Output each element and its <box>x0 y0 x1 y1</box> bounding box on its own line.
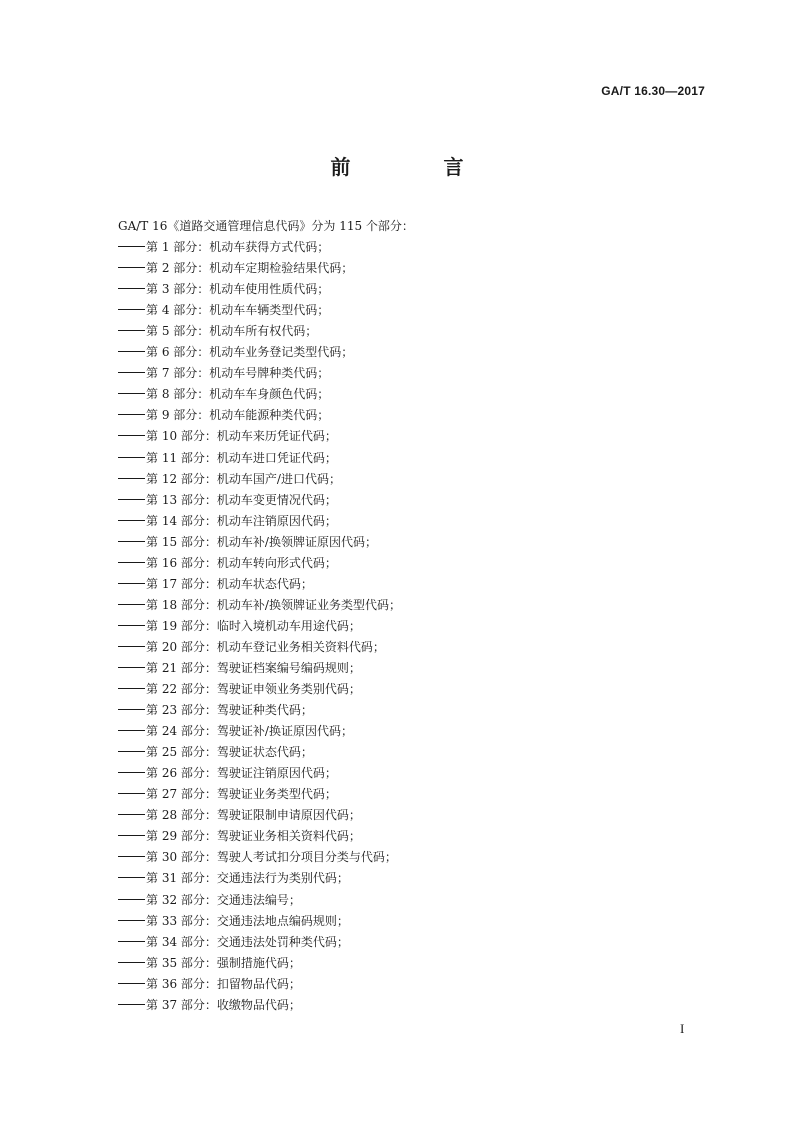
em-dash-marker <box>118 372 145 373</box>
list-item-text: 第 14 部分：机动车注销原因代码； <box>146 513 337 528</box>
list-item <box>118 826 718 847</box>
em-dash-marker <box>118 246 145 247</box>
list-item <box>118 784 718 805</box>
list-item-text: 第 7 部分：机动车号牌种类代码； <box>146 366 330 381</box>
em-dash-marker <box>118 604 145 605</box>
document-code: GA/T 16.30—2017 <box>601 84 705 98</box>
em-dash-marker <box>118 1004 145 1005</box>
list-item <box>118 911 718 932</box>
em-dash-marker <box>118 983 145 984</box>
list-item-text: 第 29 部分：驾驶证业务相关资料代码； <box>146 829 361 844</box>
em-dash-marker <box>118 751 145 752</box>
em-dash-marker <box>118 899 145 900</box>
list-item <box>118 553 718 574</box>
em-dash-marker <box>118 288 145 289</box>
list-item-text: 第 11 部分：机动车进口凭证代码； <box>146 450 337 465</box>
list-item <box>118 511 718 532</box>
em-dash-marker <box>118 309 145 310</box>
list-item-text: 第 28 部分：驾驶证限制申请原因代码； <box>146 808 361 823</box>
list-item <box>118 658 718 679</box>
em-dash-marker <box>118 730 145 731</box>
list-item-text: 第 4 部分：机动车车辆类型代码； <box>146 303 330 318</box>
list-item <box>118 279 718 300</box>
em-dash-marker <box>118 351 145 352</box>
list-item-text: 第 1 部分：机动车获得方式代码； <box>146 240 330 255</box>
em-dash-marker <box>118 330 145 331</box>
em-dash-marker <box>118 835 145 836</box>
list-item-text: 第 18 部分：机动车补/换领牌证业务类型代码； <box>146 597 401 612</box>
list-item-text: 第 25 部分：驾驶证状态代码； <box>146 745 313 760</box>
content-body <box>118 216 718 1016</box>
list-item <box>118 953 718 974</box>
parts-list <box>118 237 718 1016</box>
list-item <box>118 321 718 342</box>
em-dash-marker <box>118 941 145 942</box>
list-item-text: 第 19 部分：临时入境机动车用途代码； <box>146 618 361 633</box>
list-item-text: 第 20 部分：机动车登记业务相关资料代码； <box>146 639 385 654</box>
em-dash-marker <box>118 499 145 500</box>
list-item <box>118 469 718 490</box>
list-item <box>118 300 718 321</box>
list-item-text: 第 12 部分：机动车国产/进口代码； <box>146 471 341 486</box>
list-item-text: 第 27 部分：驾驶证业务类型代码； <box>146 787 337 802</box>
list-item-text: 第 2 部分：机动车定期检验结果代码； <box>146 261 354 276</box>
list-item-text: 第 36 部分：扣留物品代码； <box>146 976 301 991</box>
em-dash-marker <box>118 478 145 479</box>
em-dash-marker <box>118 541 145 542</box>
list-item-text: 第 13 部分：机动车变更情况代码； <box>146 492 337 507</box>
list-item-text: 第 6 部分：机动车业务登记类型代码； <box>146 345 354 360</box>
em-dash-marker <box>118 457 145 458</box>
em-dash-marker <box>118 814 145 815</box>
list-item <box>118 532 718 553</box>
list-item <box>118 700 718 721</box>
list-item-text: 第 10 部分：机动车来历凭证代码； <box>146 429 337 444</box>
list-item <box>118 363 718 384</box>
intro-paragraph: GA/T 16《道路交通管理信息代码》分为 115 个部分： <box>118 219 414 233</box>
list-item <box>118 490 718 511</box>
list-item <box>118 847 718 868</box>
list-item <box>118 405 718 426</box>
em-dash-marker <box>118 414 145 415</box>
list-item <box>118 258 718 279</box>
list-item <box>118 995 718 1016</box>
em-dash-marker <box>118 393 145 394</box>
list-item-text: 第 9 部分：机动车能源种类代码； <box>146 408 330 423</box>
em-dash-marker <box>118 920 145 921</box>
em-dash-marker <box>118 646 145 647</box>
list-item-text: 第 22 部分：驾驶证申领业务类别代码； <box>146 682 361 697</box>
list-item <box>118 426 718 447</box>
list-item-text: 第 16 部分：机动车转向形式代码； <box>146 555 337 570</box>
list-item-text: 第 32 部分：交通违法编号； <box>146 892 301 907</box>
list-item-text: 第 26 部分：驾驶证注销原因代码； <box>146 766 337 781</box>
list-item-text: 第 23 部分：驾驶证种类代码； <box>146 703 313 718</box>
list-item-text: 第 21 部分：驾驶证档案编号编码规则； <box>146 660 361 675</box>
em-dash-marker <box>118 709 145 710</box>
list-item <box>118 679 718 700</box>
list-item <box>118 574 718 595</box>
list-item <box>118 637 718 658</box>
list-item <box>118 868 718 889</box>
page-number: I <box>680 1021 685 1036</box>
list-item <box>118 932 718 953</box>
em-dash-marker <box>118 877 145 878</box>
list-item <box>118 805 718 826</box>
em-dash-marker <box>118 435 145 436</box>
list-item-text: 第 3 部分：机动车使用性质代码； <box>146 282 330 297</box>
list-item-text: 第 33 部分：交通违法地点编码规则； <box>146 913 349 928</box>
page-title: 前 言 <box>330 155 507 179</box>
list-item-text: 第 35 部分：强制措施代码； <box>146 955 301 970</box>
em-dash-marker <box>118 583 145 584</box>
list-item-text: 第 17 部分：机动车状态代码； <box>146 576 313 591</box>
em-dash-marker <box>118 667 145 668</box>
em-dash-marker <box>118 688 145 689</box>
em-dash-marker <box>118 962 145 963</box>
em-dash-marker <box>118 267 145 268</box>
list-item-text: 第 34 部分：交通违法处罚种类代码； <box>146 934 349 949</box>
em-dash-marker <box>118 856 145 857</box>
em-dash-marker <box>118 520 145 521</box>
list-item-text: 第 24 部分：驾驶证补/换证原因代码； <box>146 724 353 739</box>
list-item <box>118 742 718 763</box>
list-item-text: 第 31 部分：交通违法行为类别代码； <box>146 871 349 886</box>
list-item-text: 第 30 部分：驾驶人考试扣分项目分类与代码； <box>146 850 397 865</box>
list-item <box>118 595 718 616</box>
list-item <box>118 890 718 911</box>
list-item <box>118 616 718 637</box>
list-item <box>118 448 718 469</box>
em-dash-marker <box>118 793 145 794</box>
list-item-text: 第 8 部分：机动车车身颜色代码； <box>146 387 330 402</box>
list-item <box>118 384 718 405</box>
list-item <box>118 763 718 784</box>
list-item-text: 第 37 部分：收缴物品代码； <box>146 997 301 1012</box>
list-item <box>118 237 718 258</box>
em-dash-marker <box>118 562 145 563</box>
list-item <box>118 342 718 363</box>
list-item <box>118 974 718 995</box>
em-dash-marker <box>118 772 145 773</box>
em-dash-marker <box>118 625 145 626</box>
list-item-text: 第 15 部分：机动车补/换领牌证原因代码； <box>146 534 377 549</box>
list-item-text: 第 5 部分：机动车所有权代码； <box>146 324 318 339</box>
list-item <box>118 721 718 742</box>
